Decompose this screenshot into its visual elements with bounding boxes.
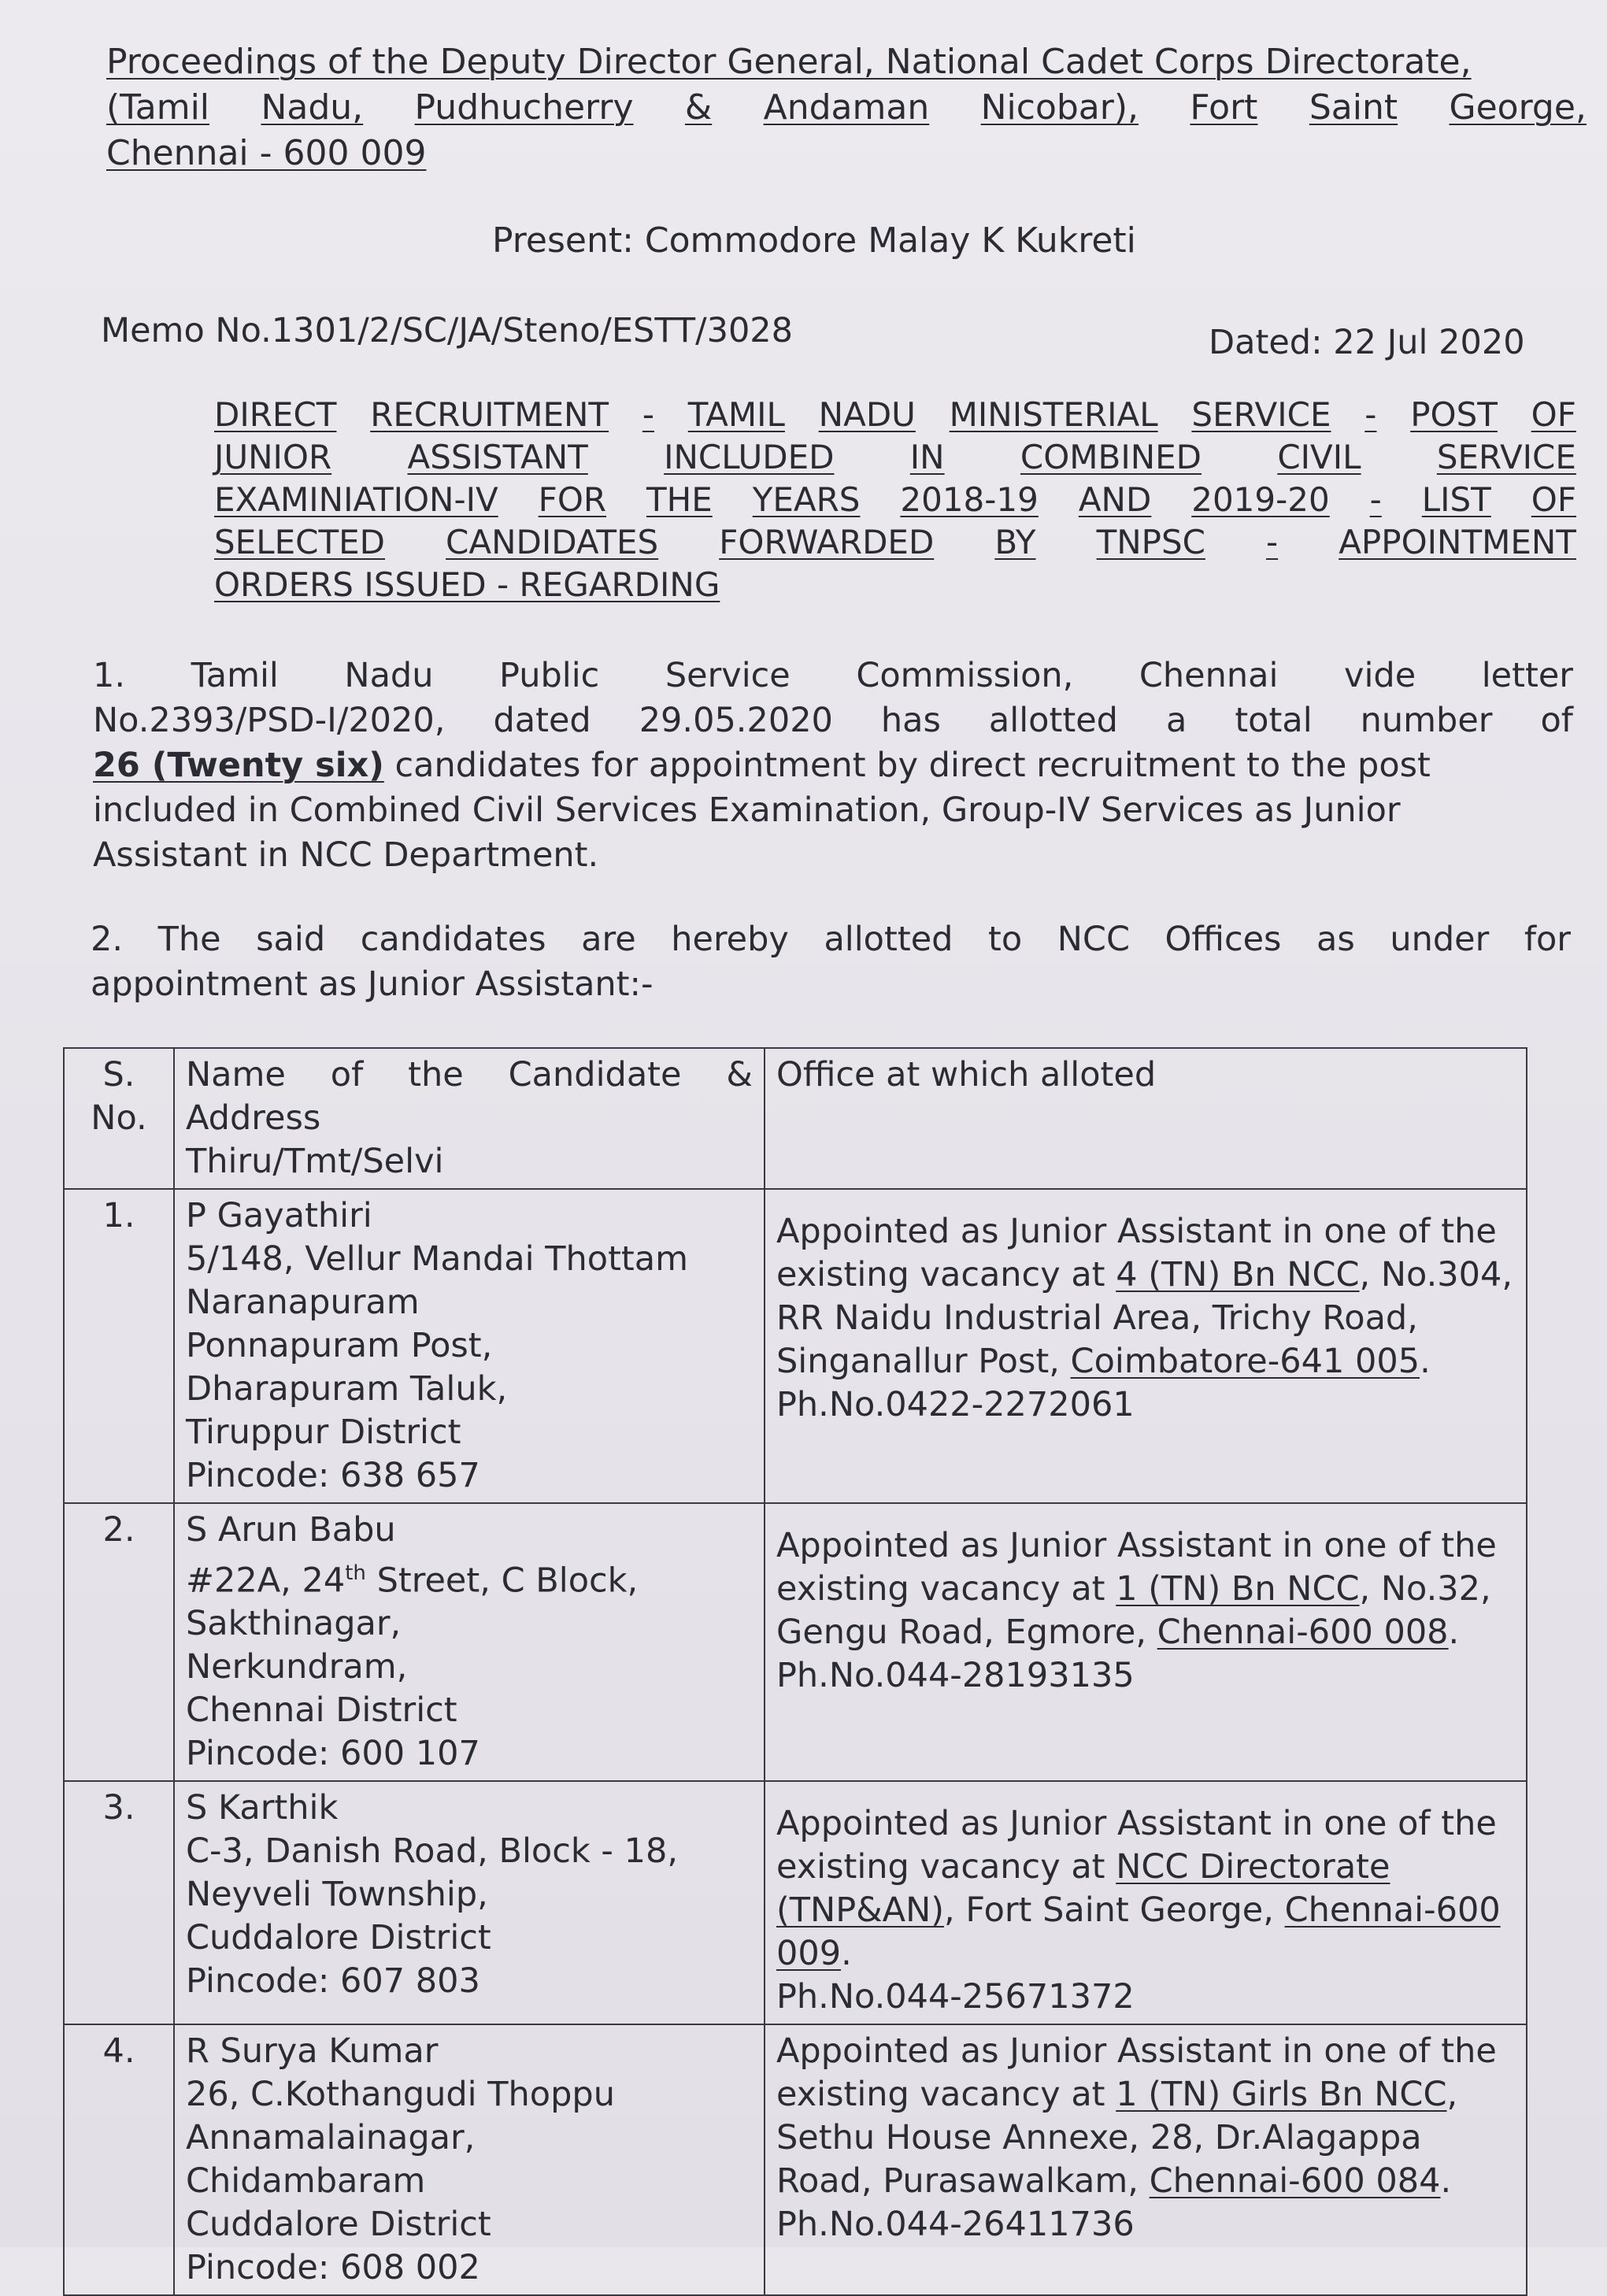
office-part: Appointed as Junior Assistant in one of the existing vacancy at [776, 2031, 1497, 2115]
address-line: Chidambaram [186, 2161, 426, 2202]
subject-line-3 [214, 479, 1576, 521]
subject-word: - [1266, 523, 1279, 561]
heading-word: Nicobar), [980, 87, 1139, 128]
subject-word: ORDERS ISSUED - REGARDING [214, 565, 720, 604]
heading-word: Fort [1190, 87, 1258, 128]
subject-word: SERVICE [1436, 438, 1576, 476]
allotment-table [63, 1047, 1527, 2296]
office-text [776, 2030, 1515, 2203]
address-line: Naranapuram [186, 1283, 420, 1322]
word: dated [493, 701, 591, 740]
address-line: Cuddalore District [186, 1918, 491, 1958]
para2-line-2: appointment as Junior Assistant:- [91, 965, 654, 1004]
present-line: Present: Commodore Malay K Kukreti [492, 220, 1136, 261]
word: Public [499, 656, 600, 695]
word: has [880, 701, 941, 740]
word: for [1524, 920, 1571, 959]
address-line: Pincode: 607 803 [186, 1961, 480, 2002]
address-line: Chennai District [186, 1691, 457, 1731]
cell-sno: 1. [64, 1189, 174, 1503]
heading-word: George, [1449, 87, 1587, 128]
table-row [64, 2024, 1527, 2295]
office-part: Appointed as Junior Assistant in one of the existing vacancy at [776, 1526, 1497, 1609]
subject-word: FOR [538, 480, 607, 519]
paragraph-number: 2. [91, 920, 124, 959]
subject-word: AND [1078, 480, 1152, 519]
table-row [64, 1189, 1527, 1503]
subject-line-1 [214, 394, 1576, 436]
subject-word: 2019-20 [1191, 480, 1330, 519]
word: letter [1481, 656, 1573, 695]
subject-line-4 [214, 521, 1576, 564]
office-unit: 1 (TN) Bn NCC [1116, 1569, 1360, 1609]
header-text: Address [186, 1098, 321, 1138]
address-line: Pincode: 608 002 [186, 2248, 480, 2288]
cell-sno: 4. [64, 2024, 174, 2295]
office-city: Chennai-600 009 [776, 1890, 1501, 1974]
word: Nadu [344, 656, 434, 695]
address-line: 26, C.Kothangudi Thoppu [186, 2075, 615, 2115]
word: number [1360, 701, 1493, 740]
subject-word: NADU [818, 395, 916, 434]
office-city: Chennai-600 084 [1149, 2161, 1441, 2202]
subject-word: ASSISTANT [407, 438, 588, 476]
header-word: the [408, 1055, 464, 1094]
paragraph-2 [91, 917, 1571, 1007]
address-line: Pincode: 600 107 [186, 1734, 480, 1774]
word: are [581, 920, 636, 959]
word: a [1165, 701, 1187, 740]
subject-word: TAMIL [687, 395, 785, 434]
word: No.2393/PSD-I/2020, [93, 701, 446, 740]
table-row [64, 1781, 1527, 2024]
header-word: Name [186, 1055, 286, 1094]
subject-word: EXAMINIATION-IV [214, 480, 498, 519]
office-part: Appointed as Junior Assistant in one of the existing vacancy at [776, 1804, 1497, 1887]
subject-word: LIST [1421, 480, 1491, 519]
office-part: , Fort Saint George, [944, 1890, 1285, 1931]
paragraph-number: 1. [93, 656, 126, 695]
heading-word: Nadu, [261, 87, 364, 128]
word: hereby [671, 920, 789, 959]
word: as [1316, 920, 1355, 959]
table-header-row [64, 1048, 1527, 1189]
cell-office [765, 2024, 1527, 2295]
subject-word: COMBINED [1020, 438, 1202, 476]
word: The [157, 920, 221, 959]
header-word: & [726, 1055, 753, 1094]
office-text [776, 1524, 1515, 1654]
word: said [256, 920, 326, 959]
office-unit: 4 (TN) Bn NCC [1116, 1255, 1360, 1294]
header-text: S. [102, 1055, 135, 1094]
office-phone: Ph.No.044-25671372 [776, 1977, 1135, 2017]
address-line: Cuddalore District [186, 2205, 491, 2245]
office-part: . [1420, 1342, 1431, 1381]
subject-word: APPOINTMENT [1339, 523, 1576, 561]
header-name-line [186, 1054, 753, 1097]
para1-line-2 [93, 698, 1573, 743]
heading-word: Saint [1309, 87, 1398, 128]
subject-word: POST [1410, 395, 1498, 434]
paragraph-1 [93, 654, 1573, 878]
word: under [1390, 920, 1490, 959]
para1-text: candidates for appointment by direct recruitment to the post [383, 746, 1431, 785]
address-line: #22A, 24th Street, C Block, [186, 1561, 639, 1601]
office-unit: 1 (TN) Girls Bn NCC [1116, 2075, 1447, 2115]
office-text [776, 1802, 1515, 1976]
para1-line-1 [93, 654, 1573, 698]
subject-word: SELECTED [214, 523, 385, 561]
office-part: , No.304, RR Naidu Industrial Area, Trichy Road, Singanallur Post, [776, 1255, 1513, 1381]
office-phone: Ph.No.044-26411736 [776, 2205, 1135, 2245]
heading-word: & [684, 87, 713, 128]
office-part: . [841, 1934, 852, 1974]
subject-word: YEARS [752, 480, 861, 519]
subject-word: - [642, 395, 654, 434]
address-line: P Gayathiri [186, 1196, 372, 1235]
subject-word: MINISTERIAL [949, 395, 1158, 434]
para1-line-4: included in Combined Civil Services Examination, Group-IV Services as Junior [93, 791, 1401, 830]
heading-word: Andaman [763, 87, 930, 128]
word: 29.05.2020 [639, 701, 833, 740]
header-word: of [330, 1055, 364, 1094]
word: allotted [988, 701, 1118, 740]
cell-address [174, 1781, 765, 2024]
office-text [776, 1210, 1515, 1383]
cell-address [174, 1503, 765, 1781]
office-phone: Ph.No.0422-2272061 [776, 1385, 1135, 1424]
header-office [765, 1048, 1527, 1189]
address-line: S Karthik [186, 1788, 339, 1828]
word: candidates [360, 920, 546, 959]
subject-word: OF [1531, 480, 1576, 519]
header-text: Thiru/Tmt/Selvi [186, 1142, 444, 1181]
cell-sno: 2. [64, 1503, 174, 1781]
heading-word: Pudhucherry [414, 87, 634, 128]
proceedings-heading [106, 39, 1587, 176]
office-city: Chennai-600 008 [1157, 1613, 1449, 1652]
subject-word: FORWARDED [719, 523, 935, 561]
office-part: , No.32, Gengu Road, Egmore, [776, 1569, 1491, 1652]
heading-line-3: Chennai - 600 009 [106, 133, 427, 173]
heading-line-2 [106, 85, 1587, 131]
subject-word: OF [1531, 395, 1576, 434]
word: Tamil [191, 656, 279, 695]
word: Chennai [1139, 656, 1279, 695]
heading-word: (Tamil [106, 87, 210, 128]
subject-block [214, 394, 1576, 606]
office-part: , Sethu House Annexe, 28, Dr.Alagappa Road, Purasawalkam, [776, 2075, 1458, 2202]
memo-date: Dated: 22 Jul 2020 [1209, 323, 1525, 362]
subject-word: JUNIOR [214, 438, 332, 476]
subject-word: THE [646, 480, 713, 519]
address-line: C-3, Danish Road, Block - 18, [186, 1831, 678, 1872]
candidate-count: 26 (Twenty six) [93, 746, 384, 785]
subject-line-5 [214, 564, 1576, 606]
address-line: Nerkundram, [186, 1647, 408, 1687]
memo-number: Memo No.1301/2/SC/JA/Steno/ESTT/3028 [101, 311, 794, 350]
header-text: No. [91, 1098, 147, 1138]
address-line: 5/148, Vellur Mandai Thottam [186, 1239, 689, 1279]
word: Service [665, 656, 791, 695]
word: Offices [1165, 920, 1282, 959]
word: of [1540, 701, 1573, 740]
subject-line-2 [214, 436, 1576, 479]
cell-office [765, 1781, 1527, 2024]
subject-word: - [1369, 480, 1382, 519]
word: total [1235, 701, 1313, 740]
header-name-address [174, 1048, 765, 1189]
address-line: Ponnapuram Post, [186, 1326, 493, 1365]
cell-address [174, 1189, 765, 1503]
office-phone: Ph.No.044-28193135 [776, 1656, 1135, 1695]
header-text: Office at which alloted [776, 1055, 1157, 1094]
address-line: Sakthinagar, [186, 1604, 402, 1644]
subject-word: BY [994, 523, 1036, 561]
word: Commission, [856, 656, 1074, 695]
subject-word: INCLUDED [664, 438, 835, 476]
office-unit: NCC Directorate (TNP&AN) [776, 1847, 1390, 1931]
office-part: . [1448, 1613, 1460, 1652]
subject-word: CANDIDATES [446, 523, 659, 561]
office-part: . [1440, 2161, 1452, 2202]
address-line: Neyveli Township, [186, 1875, 488, 1915]
word: vide [1344, 656, 1416, 695]
cell-address [174, 2024, 765, 2295]
subject-word: SERVICE [1191, 395, 1331, 434]
address-line: Pincode: 638 657 [186, 1456, 480, 1495]
para1-line-5: Assistant in NCC Department. [93, 835, 599, 875]
address-line: R Surya Kumar [186, 2031, 439, 2072]
word: allotted [824, 920, 953, 959]
subject-word: - [1364, 395, 1377, 434]
subject-word: TNPSC [1096, 523, 1205, 561]
subject-word: DIRECT [214, 395, 337, 434]
word: NCC [1057, 920, 1130, 959]
heading-line-1: Proceedings of the Deputy Director General, National Cadet Corps Directorate, [106, 42, 1472, 82]
cell-sno: 3. [64, 1781, 174, 2024]
address-line: Annamalainagar, [186, 2118, 476, 2158]
address-line: S Arun Babu [186, 1510, 396, 1550]
office-part: Appointed as Junior Assistant in one of the existing vacancy at [776, 1212, 1497, 1294]
para2-line-1 [91, 917, 1571, 962]
subject-word: IN [909, 438, 945, 476]
subject-word: RECRUITMENT [370, 395, 609, 434]
address-line: Dharapuram Taluk, [186, 1369, 508, 1409]
para1-line-3 [93, 743, 1573, 788]
header-word: Candidate [508, 1055, 682, 1094]
subject-word: 2018-19 [900, 480, 1039, 519]
cell-office [765, 1189, 1527, 1503]
subject-word: CIVIL [1277, 438, 1361, 476]
cell-office [765, 1503, 1527, 1781]
address-line: Tiruppur District [186, 1413, 461, 1452]
office-city: Coimbatore-641 005 [1070, 1342, 1420, 1381]
word: to [988, 920, 1023, 959]
table-row [64, 1503, 1527, 1781]
header-sno [64, 1048, 174, 1189]
